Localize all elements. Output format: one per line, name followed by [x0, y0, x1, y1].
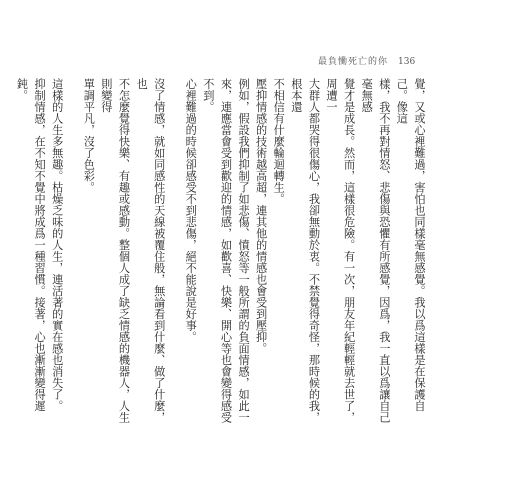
text-line: 單調平凡，沒了色彩。	[82, 78, 96, 193]
page-number: 136	[398, 57, 416, 67]
text-line: 來，連應當會受到歡迎的情感，如歡喜、快樂、開心等也會變得感受不到。	[201, 78, 233, 423]
text-line: 不怎麼覺得快樂、有趣或感動。整個人成了缺乏情感的機器人，人生則變得	[99, 78, 131, 423]
text-line: 覺，又或心裡難過，害怕也同樣毫無感覺。我以爲這樣是在保護自己。像這	[395, 78, 426, 412]
text-line: 壓抑情感的技術越高超，連其他的情感也會受到壓抑。	[254, 78, 268, 354]
text-line: 這樣的人生多無趣。枯燥乏味的人生，連活著的實在感也消失了。	[50, 78, 64, 412]
running-header	[318, 54, 415, 67]
text-line: 心裡難過的時候卻感受不到悲傷，絕不能說是好事。	[184, 78, 198, 343]
body-text	[13, 78, 428, 428]
text-line: 樣，我不再對情怒、悲傷與恐懼有所感覺，因爲，我一直以爲讓自己毫無感	[360, 78, 391, 423]
text-line: 例如，假設我們抑制了如悲傷、憤怒等一般所謂的負面情感，如此一	[237, 78, 251, 423]
text-line: 覺才是成長。然而，這樣很危險。有一次，朋友年紀輕輕就去世了，周遭一	[325, 78, 356, 423]
text-line: 大群人都哭得很傷心，我卻無動於衷。不禁覺得奇怪，那時候的我，根本還	[289, 78, 321, 423]
text-line: 抑制情感，在不知不覺中將成爲一種習慣。接著，心也漸漸變得遲鈍。	[15, 78, 47, 412]
text-line: 沒了情感，就如同感性的天線被覆住般，無論看到什麼、做了什麼，也	[135, 78, 166, 423]
text-line: 不相信有什麼輪迴轉生。	[272, 78, 286, 205]
paragraph	[80, 78, 168, 428]
paragraph	[182, 78, 270, 428]
paragraph	[13, 78, 66, 428]
book-title: 最負慟死亡的你	[318, 57, 389, 67]
paragraph	[270, 78, 428, 428]
